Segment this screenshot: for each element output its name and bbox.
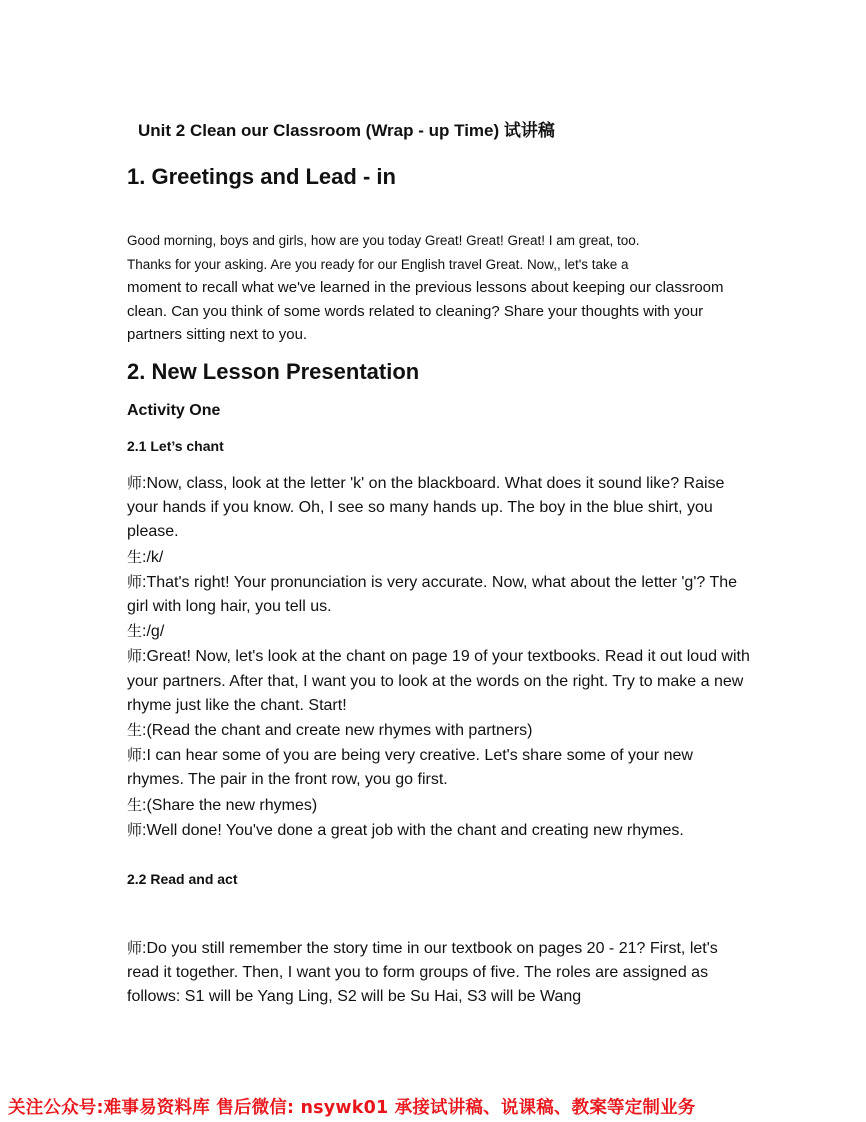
dialogue-line <box>127 619 752 644</box>
dialogue-line <box>127 818 752 843</box>
dialogue-text: I can hear some of you are being very creative. Let's share some of your new rhymes. The pair in the front row, you go first. <box>127 747 693 789</box>
dialogue-text: Do you still remember the story time in our textbook on pages 20 - 21? First, let's read it together. Then, I want you to form groups of five. The roles are assigned as follows: S1 will be Yang Ling, S2 will be Su Hai, S3 will be Wang <box>127 940 718 1006</box>
paragraph-line <box>127 253 747 277</box>
dialogue-line <box>127 793 752 818</box>
speaker-label: 师 <box>127 572 143 591</box>
dialogue-line <box>127 718 752 743</box>
activity-heading: Activity One <box>127 402 221 419</box>
speaker-separator: : <box>142 940 147 957</box>
speaker-separator: : <box>142 475 147 492</box>
paragraph-line: Good morning, boys and girls, how are you today Great! Great! Great! I am great, too. <box>127 233 640 248</box>
speaker-separator: : <box>142 747 147 765</box>
speaker-separator: : <box>142 796 147 814</box>
speaker-label: 师 <box>127 474 143 492</box>
document-title: Unit 2 Clean our Classroom (Wrap - up Time) 试讲稿 <box>138 121 555 140</box>
speaker-separator: : <box>142 821 147 839</box>
dialogue-text: Great! Now, let's look at the chant on page 19 of your textbooks. Read it out loud with your partners. After that, I want you to look at the words on the right. Try to make a new rhyme just like the chant. Start! <box>127 648 750 714</box>
speaker-separator: : <box>142 648 147 666</box>
dialogue-line <box>127 471 752 545</box>
story-dialogue <box>127 936 752 1010</box>
speaker-separator: : <box>142 623 147 641</box>
speaker-label: 师 <box>127 647 143 666</box>
speaker-separator: : <box>142 573 147 591</box>
speaker-separator: : <box>142 722 147 740</box>
subheading-lets-chant: 2.1 Let’s chant <box>127 438 224 454</box>
speaker-label: 生 <box>127 721 143 740</box>
speaker-label: 生 <box>127 622 143 641</box>
chant-dialogue <box>127 471 752 843</box>
dialogue-text: (Read the chant and create new rhymes with partners) <box>146 722 533 740</box>
dialogue-text: /g/ <box>146 623 165 641</box>
dialogue-text: /k/ <box>146 548 164 566</box>
footer-watermark-banner: 关注公众号:难事易资料库 售后微信: nsywk01 承接试讲稿、说课稿、教案等定制业务 <box>8 1098 696 1118</box>
subheading-read-and-act: 2.2 Read and act <box>127 871 238 887</box>
speaker-separator: : <box>142 548 147 566</box>
speaker-label: 师 <box>127 746 143 765</box>
dialogue-text: That's right! Your pronunciation is very accurate. Now, what about the letter 'g'? The girl with long hair, you tell us. <box>127 573 738 616</box>
speaker-label: 师 <box>127 939 143 957</box>
dialogue-line <box>127 545 752 570</box>
dialogue-line <box>127 743 752 792</box>
dialogue-line <box>127 570 752 619</box>
dialogue-text: Well done! You've done a great job with the chant and creating new rhymes. <box>146 821 684 839</box>
dialogue-line <box>127 936 752 1010</box>
section-heading-new-lesson: 2. New Lesson Presentation <box>127 359 420 384</box>
greetings-paragraph <box>127 229 747 347</box>
section-heading-greetings: 1. Greetings and Lead - in <box>127 164 396 189</box>
dialogue-text: Now, class, look at the letter 'k' on the blackboard. What does it sound like? Raise your hands if you know. Oh, I see so many hands up. The boy in the blue shirt, you please. <box>127 475 725 541</box>
dialogue-text: (Share the new rhymes) <box>146 796 318 814</box>
paragraph-text: Thanks for your asking. Are you ready for our English travel Great. Now,, let's take a <box>127 256 629 272</box>
dialogue-line <box>127 644 752 718</box>
speaker-label: 生 <box>127 547 143 566</box>
speaker-label: 生 <box>127 795 143 814</box>
paragraph-text: moment to recall what we've learned in the previous lessons about keeping our classroom clean. Can you think of some words related to cleaning? Share your thoughts with your partners sitting next to you. <box>127 279 724 343</box>
speaker-label: 师 <box>127 820 143 839</box>
